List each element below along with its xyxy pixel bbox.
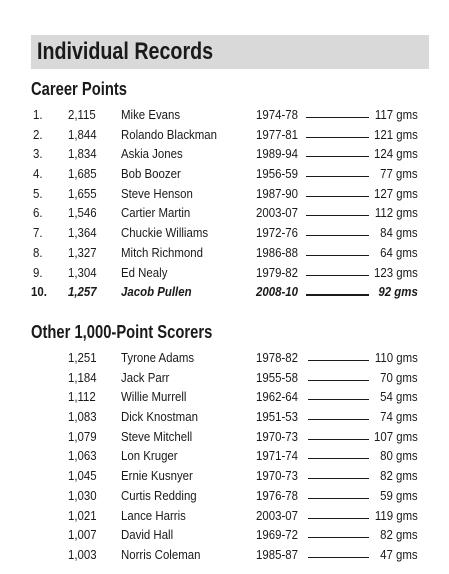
- career-row: [0, 203, 449, 223]
- points: 1,327: [68, 244, 97, 260]
- career-row: [0, 184, 449, 204]
- points: 1,834: [68, 146, 97, 162]
- career-row: [0, 144, 449, 164]
- years: 1971-74: [256, 448, 298, 464]
- rank: 3.: [33, 146, 43, 162]
- rank: 9.: [33, 264, 43, 280]
- scorer-row: [0, 427, 449, 447]
- other-scorers-list: [0, 348, 449, 565]
- career-row: [0, 164, 449, 184]
- scorer-row: [0, 407, 449, 427]
- years: 1962-64: [256, 389, 298, 405]
- years: 1978-82: [256, 350, 298, 365]
- years: 1976-78: [256, 487, 298, 503]
- player-name: Cartier Martin: [121, 205, 191, 221]
- games: 77 gms: [380, 166, 418, 182]
- rank: 4.: [33, 166, 43, 182]
- rank: 5.: [33, 185, 43, 201]
- career-points-heading: Career Points: [31, 79, 127, 99]
- player-name: Rolando Blackman: [121, 126, 218, 142]
- leader-line: [306, 263, 369, 276]
- games: 92 gms: [378, 284, 418, 300]
- scorer-row: [0, 387, 449, 407]
- other-scorers-heading: Other 1,000-Point Scorers: [31, 322, 213, 342]
- leader-line: [308, 368, 369, 381]
- player-name: Ernie Kusnyer: [121, 468, 193, 484]
- player-name: Willie Murrell: [121, 389, 187, 405]
- years: 1977-81: [256, 126, 298, 142]
- rank: 6.: [33, 205, 43, 221]
- games: 112 gms: [374, 205, 418, 221]
- points: 1,112: [68, 389, 96, 405]
- points: 1,685: [68, 166, 97, 182]
- player-name: Dick Knostman: [121, 409, 198, 425]
- games: 74 gms: [380, 409, 418, 425]
- years: 1979-82: [256, 264, 298, 280]
- scorer-row: [0, 466, 449, 486]
- games: 70 gms: [380, 369, 418, 385]
- player-name: Tyrone Adams: [121, 350, 195, 365]
- career-row: [0, 243, 449, 263]
- years: 2003-07: [256, 205, 298, 221]
- points: 1,030: [68, 487, 97, 503]
- years: 2003-07: [256, 507, 298, 523]
- years: 1987-90: [256, 185, 298, 201]
- games: 47 gms: [380, 546, 418, 562]
- years: 1970-73: [256, 428, 298, 444]
- points: 1,257: [68, 284, 97, 300]
- leader-line: [306, 223, 369, 236]
- player-name: Mike Evans: [121, 107, 181, 122]
- leader-line: [308, 506, 369, 519]
- rank: 2.: [33, 126, 43, 142]
- career-row: [0, 125, 449, 145]
- player-name: Lon Kruger: [121, 448, 178, 464]
- games: 119 gms: [374, 507, 418, 523]
- leader-line: [306, 144, 369, 157]
- leader-line: [306, 243, 369, 256]
- points: 1,003: [68, 546, 97, 562]
- games: 127 gms: [374, 185, 418, 201]
- years: 1969-72: [256, 527, 298, 543]
- points: 1,655: [68, 185, 97, 201]
- points: 1,184: [68, 369, 97, 385]
- scorer-row: [0, 348, 449, 368]
- player-name: Askia Jones: [121, 146, 183, 162]
- player-name: Chuckie Williams: [121, 225, 209, 241]
- player-name: Lance Harris: [121, 507, 186, 523]
- games: 124 gms: [374, 146, 418, 162]
- player-name: Mitch Richmond: [121, 244, 204, 260]
- games: 84 gms: [380, 225, 418, 241]
- leader-line: [306, 203, 369, 216]
- games: 117 gms: [374, 107, 418, 122]
- points: 1,079: [68, 428, 97, 444]
- career-row: [0, 223, 449, 243]
- points: 1,021: [68, 507, 97, 523]
- years: 1951-53: [256, 409, 298, 425]
- years: 1986-88: [256, 244, 298, 260]
- points: 1,007: [68, 527, 97, 543]
- player-name: Curtis Redding: [121, 487, 197, 503]
- games: 64 gms: [380, 244, 418, 260]
- games: 59 gms: [380, 487, 418, 503]
- leader-line: [308, 525, 369, 538]
- points: 1,045: [68, 468, 97, 484]
- leader-line: [308, 348, 369, 361]
- player-name: Jacob Pullen: [121, 284, 192, 300]
- player-name: Norris Coleman: [121, 546, 201, 562]
- points: 2,115: [68, 107, 96, 122]
- years: 1970-73: [256, 468, 298, 484]
- leader-line: [308, 466, 369, 479]
- years: 1955-58: [256, 369, 298, 385]
- years: 1972-76: [256, 225, 298, 241]
- career-row: [0, 263, 449, 283]
- player-name: Ed Nealy: [121, 264, 168, 280]
- player-name: Steve Henson: [121, 185, 193, 201]
- points: 1,083: [68, 409, 97, 425]
- years: 1985-87: [256, 546, 298, 562]
- leader-line: [306, 105, 369, 118]
- career-row-highlighted: [0, 282, 449, 302]
- leader-line: [308, 446, 369, 459]
- rank: 7.: [33, 225, 43, 241]
- games: 121 gms: [374, 126, 418, 142]
- scorer-row: [0, 368, 449, 388]
- scorer-row: [0, 506, 449, 526]
- rank: 10.: [31, 284, 47, 300]
- points: 1,063: [68, 448, 97, 464]
- points: 1,844: [68, 126, 97, 142]
- leader-line: [308, 486, 369, 499]
- games: 80 gms: [380, 448, 418, 464]
- leader-line: [308, 387, 369, 400]
- player-name: Jack Parr: [121, 369, 170, 385]
- games: 107 gms: [374, 428, 418, 444]
- leader-line: [306, 282, 369, 296]
- leader-line: [308, 545, 369, 558]
- leader-line: [308, 427, 369, 440]
- scorer-row: [0, 545, 449, 565]
- career-points-list: [0, 105, 449, 302]
- title-banner: [31, 35, 429, 69]
- scorer-row: [0, 486, 449, 506]
- leader-line: [306, 164, 369, 177]
- leader-line: [306, 125, 369, 138]
- player-name: Bob Boozer: [121, 166, 181, 182]
- games: 123 gms: [374, 264, 418, 280]
- years: 1989-94: [256, 146, 298, 162]
- points: 1,251: [68, 350, 97, 365]
- leader-line: [308, 407, 369, 420]
- scorer-row: [0, 525, 449, 545]
- player-name: David Hall: [121, 527, 174, 543]
- games: 82 gms: [380, 468, 418, 484]
- points: 1,364: [68, 225, 97, 241]
- points: 1,546: [68, 205, 97, 221]
- games: 54 gms: [380, 389, 418, 405]
- games: 110 gms: [374, 350, 418, 365]
- career-row: [0, 105, 449, 125]
- years: 2008-10: [256, 284, 298, 300]
- rank: 1.: [33, 107, 43, 122]
- page-title: Individual Records: [37, 38, 214, 65]
- player-name: Steve Mitchell: [121, 428, 193, 444]
- rank: 8.: [33, 244, 43, 260]
- leader-line: [306, 184, 369, 197]
- games: 82 gms: [380, 527, 418, 543]
- scorer-row: [0, 446, 449, 466]
- years: 1956-59: [256, 166, 298, 182]
- years: 1974-78: [256, 107, 298, 122]
- points: 1,304: [68, 264, 97, 280]
